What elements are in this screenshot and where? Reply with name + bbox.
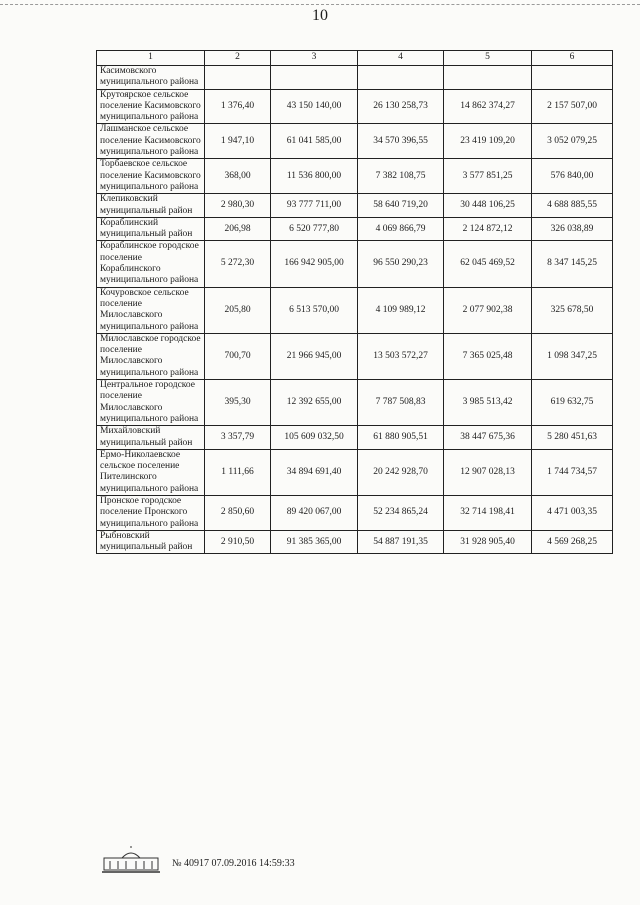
value-cell: 12 907 028,13 <box>444 449 532 495</box>
value-cell: 6 520 777,80 <box>271 217 358 241</box>
value-cell: 2 910,50 <box>205 530 271 554</box>
table-row <box>97 426 613 450</box>
row-name-cell: Касимовского муниципального района <box>97 66 205 90</box>
value-cell: 3 052 079,25 <box>532 124 613 159</box>
value-cell: 4 109 989,12 <box>358 287 444 333</box>
column-header: 3 <box>271 51 358 66</box>
row-name-cell: Центральное городское поселение Милославского муниципального района <box>97 380 205 426</box>
value-cell: 2 124 872,12 <box>444 217 532 241</box>
value-cell: 1 111,66 <box>205 449 271 495</box>
table-row <box>97 89 613 124</box>
value-cell: 61 041 585,00 <box>271 124 358 159</box>
value-cell: 34 570 396,55 <box>358 124 444 159</box>
value-cell <box>205 66 271 90</box>
value-cell: 8 347 145,25 <box>532 241 613 287</box>
value-cell: 61 880 905,51 <box>358 426 444 450</box>
table-row <box>97 241 613 287</box>
value-cell: 62 045 469,52 <box>444 241 532 287</box>
row-name-cell: Кораблинское городское поселение Кораблинского муниципального района <box>97 241 205 287</box>
value-cell: 38 447 675,36 <box>444 426 532 450</box>
value-cell: 576 840,00 <box>532 159 613 194</box>
value-cell: 4 069 866,79 <box>358 217 444 241</box>
row-name-cell: Клепиковский муниципальный район <box>97 194 205 218</box>
value-cell: 3 357,79 <box>205 426 271 450</box>
table-row <box>97 159 613 194</box>
table-row <box>97 449 613 495</box>
value-cell: 2 077 902,38 <box>444 287 532 333</box>
row-name-cell: Крутоярское сельское поселение Касимовского муниципального района <box>97 89 205 124</box>
column-header: 4 <box>358 51 444 66</box>
value-cell: 52 234 865,24 <box>358 495 444 530</box>
value-cell <box>444 66 532 90</box>
value-cell: 23 419 109,20 <box>444 124 532 159</box>
value-cell: 12 392 655,00 <box>271 380 358 426</box>
value-cell: 700,70 <box>205 333 271 379</box>
value-cell: 1 744 734,57 <box>532 449 613 495</box>
value-cell: 31 928 905,40 <box>444 530 532 554</box>
row-name-cell: Михайловский муниципальный район <box>97 426 205 450</box>
table-row <box>97 194 613 218</box>
value-cell: 34 894 691,40 <box>271 449 358 495</box>
value-cell: 7 365 025,48 <box>444 333 532 379</box>
table-header-row <box>97 51 613 66</box>
value-cell: 166 942 905,00 <box>271 241 358 287</box>
value-cell: 3 985 513,42 <box>444 380 532 426</box>
value-cell: 4 688 885,55 <box>532 194 613 218</box>
value-cell: 20 242 928,70 <box>358 449 444 495</box>
value-cell: 89 420 067,00 <box>271 495 358 530</box>
table-row <box>97 287 613 333</box>
column-header: 6 <box>532 51 613 66</box>
table-row <box>97 530 613 554</box>
value-cell: 205,80 <box>205 287 271 333</box>
footer <box>100 846 360 874</box>
value-cell: 2 980,30 <box>205 194 271 218</box>
table-row <box>97 380 613 426</box>
row-name-cell: Рыбновский муниципальный район <box>97 530 205 554</box>
value-cell: 91 385 365,00 <box>271 530 358 554</box>
value-cell: 93 777 711,00 <box>271 194 358 218</box>
row-name-cell: Лашманское сельское поселение Касимовского муниципального района <box>97 124 205 159</box>
table-row <box>97 124 613 159</box>
row-name-cell: Торбаевское сельское поселение Касимовского муниципального района <box>97 159 205 194</box>
value-cell: 326 038,89 <box>532 217 613 241</box>
value-cell: 5 280 451,63 <box>532 426 613 450</box>
table-row <box>97 217 613 241</box>
value-cell: 3 577 851,25 <box>444 159 532 194</box>
building-stamp-icon <box>100 846 162 876</box>
value-cell: 619 632,75 <box>532 380 613 426</box>
row-name-cell: Пронское городское поселение Пронского муниципального района <box>97 495 205 530</box>
row-name-cell: Кочуровское сельское поселение Милославского муниципального района <box>97 287 205 333</box>
value-cell: 58 640 719,20 <box>358 194 444 218</box>
value-cell: 1 098 347,25 <box>532 333 613 379</box>
value-cell: 13 503 572,27 <box>358 333 444 379</box>
value-cell: 368,00 <box>205 159 271 194</box>
value-cell: 32 714 198,41 <box>444 495 532 530</box>
value-cell: 1 376,40 <box>205 89 271 124</box>
value-cell: 1 947,10 <box>205 124 271 159</box>
page-number: 10 <box>312 7 328 24</box>
row-name-cell: Кораблинский муниципальный район <box>97 217 205 241</box>
value-cell: 43 150 140,00 <box>271 89 358 124</box>
data-table <box>96 50 613 554</box>
value-cell: 96 550 290,23 <box>358 241 444 287</box>
value-cell <box>271 66 358 90</box>
value-cell: 6 513 570,00 <box>271 287 358 333</box>
value-cell: 14 862 374,27 <box>444 89 532 124</box>
value-cell: 206,98 <box>205 217 271 241</box>
value-cell <box>358 66 444 90</box>
value-cell: 395,30 <box>205 380 271 426</box>
value-cell: 26 130 258,73 <box>358 89 444 124</box>
value-cell: 2 850,60 <box>205 495 271 530</box>
document-registration-stamp: № 40917 07.09.2016 14:59:33 <box>172 858 295 869</box>
value-cell: 2 157 507,00 <box>532 89 613 124</box>
table-row <box>97 333 613 379</box>
value-cell: 4 471 003,35 <box>532 495 613 530</box>
value-cell: 105 609 032,50 <box>271 426 358 450</box>
value-cell: 5 272,30 <box>205 241 271 287</box>
column-header: 1 <box>97 51 205 66</box>
value-cell: 7 787 508,83 <box>358 380 444 426</box>
value-cell: 54 887 191,35 <box>358 530 444 554</box>
value-cell: 30 448 106,25 <box>444 194 532 218</box>
row-name-cell: Ермо-Николаевское сельское поселение Пителинского муниципального района <box>97 449 205 495</box>
column-header: 5 <box>444 51 532 66</box>
value-cell: 7 382 108,75 <box>358 159 444 194</box>
value-cell: 11 536 800,00 <box>271 159 358 194</box>
value-cell: 4 569 268,25 <box>532 530 613 554</box>
value-cell <box>532 66 613 90</box>
table-row <box>97 66 613 90</box>
value-cell: 325 678,50 <box>532 287 613 333</box>
table-row <box>97 495 613 530</box>
row-name-cell: Милославское городское поселение Милославского муниципального района <box>97 333 205 379</box>
value-cell: 21 966 945,00 <box>271 333 358 379</box>
column-header: 2 <box>205 51 271 66</box>
